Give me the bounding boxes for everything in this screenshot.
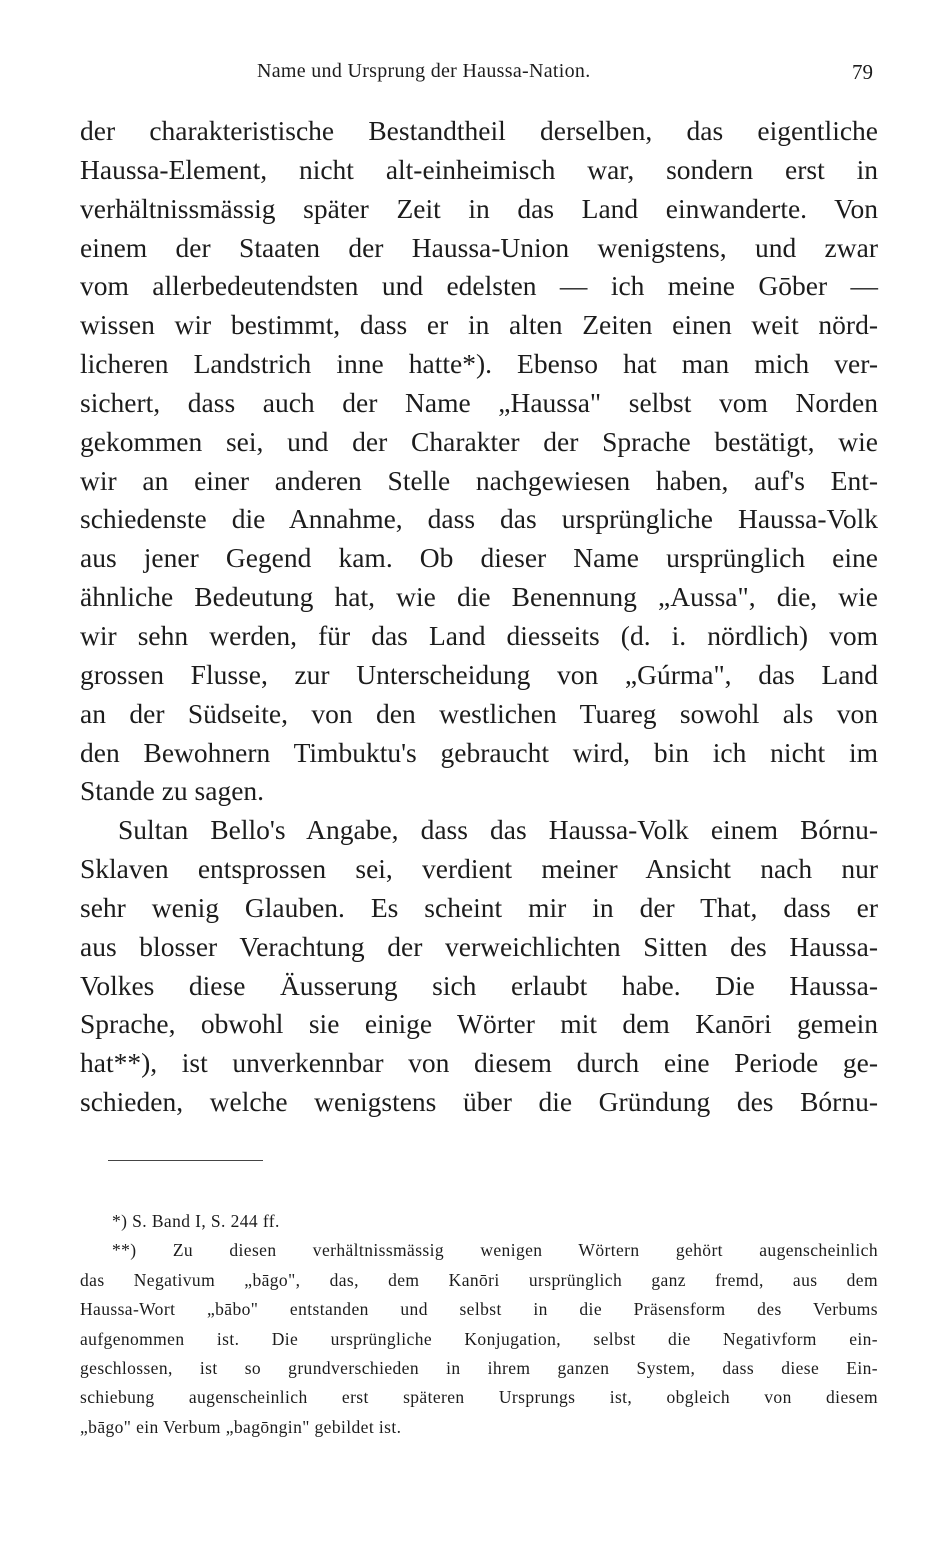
footnote-separator: [108, 1160, 263, 1161]
text-line: verhältnissmässig später Zeit in das Land einwanderte. Von: [80, 192, 878, 224]
text-line: gekommen sei, und der Charakter der Sprache bestätigt, wie: [80, 425, 878, 457]
page-number: 79: [852, 60, 873, 84]
text-line: schieden, welche wenigstens über die Gründung des Bórnu-: [80, 1086, 878, 1118]
text-line: Sprache, obwohl sie einige Wörter mit dem Kanōri gemein: [80, 1008, 878, 1040]
text-line: sichert, dass auch der Name „Haussa" selbst vom Norden: [80, 386, 878, 418]
text-line-paragraph-start: Sultan Bello's Angabe, dass das Haussa-Volk einem Bórnu-: [118, 814, 878, 846]
text-line: grossen Flusse, zur Unterscheidung von „Gúrma", das Land: [80, 658, 878, 690]
footnote-2-line: das Negativum „bāgo", das, dem Kanōri ursprünglich ganz fremd, aus dem: [80, 1269, 878, 1290]
running-head: [0, 60, 930, 90]
text-line: Sklaven entsprossen sei, verdient meiner Ansicht nach nur: [80, 853, 878, 885]
text-line: wir sehn werden, für das Land diesseits (d. i. nördlich) vom: [80, 619, 878, 651]
footnotes: [80, 1207, 878, 1442]
running-title: Name und Ursprung der Haussa-Nation.: [257, 60, 591, 82]
text-line: vom allerbedeutendsten und edelsten — ich meine Gōber —: [80, 270, 878, 302]
text-line: den Bewohnern Timbuktu's gebraucht wird, bin ich nicht im: [80, 736, 878, 768]
footnote-2-line: **) Zu diesen verhältnissmässig wenigen Wörtern gehört augenscheinlich: [112, 1240, 878, 1261]
text-line: wir an einer anderen Stelle nachgewiesen haben, auf's Ent-: [80, 464, 878, 496]
text-line: aus blosser Verachtung der verweichlichten Sitten des Haussa-: [80, 930, 878, 962]
text-line: der charakteristische Bestandtheil derselben, das eigentliche: [80, 115, 878, 146]
text-line: an der Südseite, von den westlichen Tuareg sowohl als von: [80, 697, 878, 729]
text-line: aus jener Gegend kam. Ob dieser Name ursprünglich eine: [80, 542, 878, 574]
text-line: Volkes diese Äusserung sich erlaubt habe. Die Haussa-: [80, 969, 878, 1001]
text-line: schiedenste die Annahme, dass das ursprüngliche Haussa-Volk: [80, 503, 878, 535]
footnote-2-line: schiebung augenscheinlich erst späteren Ursprungs ist, obgleich von diesem: [80, 1387, 878, 1408]
footnote-1: *) S. Band I, S. 244 ff.: [112, 1211, 280, 1231]
text-line: sehr wenig Glauben. Es scheint mir in der That, dass er: [80, 891, 878, 923]
text-line: wissen wir bestimmt, dass er in alten Zeiten einen weit nörd-: [80, 309, 878, 341]
text-line: licheren Landstrich inne hatte*). Ebenso hat man mich ver-: [80, 348, 878, 380]
footnote-2-line: „bāgo" ein Verbum „bagōngin" gebildet ist.: [80, 1416, 402, 1437]
text-line: einem der Staaten der Haussa-Union wenigstens, und zwar: [80, 231, 878, 263]
body-text: [80, 112, 878, 1122]
text-line: ähnliche Bedeutung hat, wie die Benennung „Aussa", die, wie: [80, 581, 878, 613]
footnote-2-line: geschlossen, ist so grundverschieden in ihrem ganzen System, dass diese Ein-: [80, 1357, 878, 1378]
footnote-2-line: aufgenommen ist. Die ursprüngliche Konjugation, selbst die Negativform ein-: [80, 1328, 878, 1349]
footnote-2-line: Haussa-Wort „bābo" entstanden und selbst in die Präsensform des Verbums: [80, 1299, 878, 1320]
text-line-paragraph-end: Stande zu sagen.: [80, 775, 265, 807]
text-line: hat**), ist unverkennbar von diesem durch eine Periode ge-: [80, 1047, 878, 1079]
text-line: Haussa-Element, nicht alt-einheimisch war, sondern erst in: [80, 153, 878, 185]
